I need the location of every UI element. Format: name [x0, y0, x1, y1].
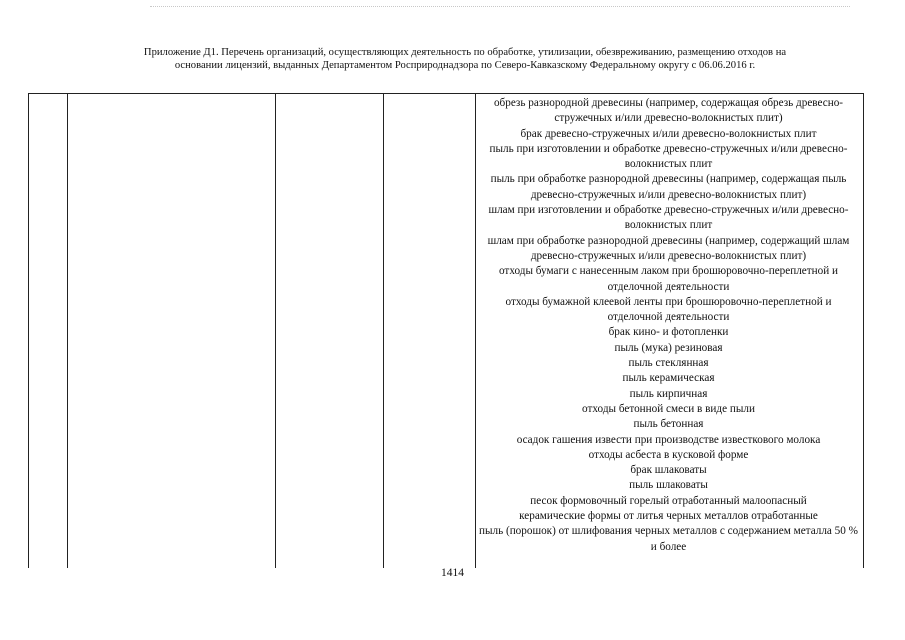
- waste-list: [477, 96, 860, 555]
- waste-item: отходы бумаги с нанесенным лаком при брошюровочно-переплетной и отделочной деятельности: [498, 265, 839, 293]
- waste-item: отходы асбеста в кусковой форме: [588, 448, 749, 461]
- waste-item: песок формовочный горелый отработанный малоопасный: [530, 494, 807, 507]
- waste-item: брак кино- и фотопленки: [608, 326, 729, 339]
- waste-item: отходы бумажной клеевой ленты при брошюровочно-переплетной и отделочной деятельности: [505, 295, 832, 324]
- column-divider: [67, 94, 68, 568]
- waste-item: пыль стеклянная: [628, 357, 709, 370]
- waste-item: брак древесно-стружечных и/или древесно-волокнистых плит: [520, 127, 817, 140]
- scan-artifact-line: [150, 6, 850, 8]
- header-line-1: Приложение Д1. Перечень организаций, осуществляющих деятельность по обработке, утилизации, обезвреживанию, размещению отходов на: [143, 47, 787, 58]
- waste-item: пыль керамическая: [622, 372, 715, 385]
- waste-item: пыль при обработке разнородной древесины (например, содержащая пыль древесно-стружечных и/или древесно-волокнистых плит): [490, 173, 847, 201]
- waste-item: пыль (порошок) от шлифования черных металлов с содержанием металла 50 % и более: [478, 525, 858, 553]
- waste-item: пыль кирпичная: [629, 387, 708, 400]
- waste-item: пыль шлаковаты: [629, 479, 708, 492]
- waste-item: брак шлаковаты: [630, 464, 707, 477]
- page-header: [85, 46, 845, 72]
- waste-item: пыль при изготовлении и обработке древесно-стружечных и/или древесно-волокнистых плит: [489, 142, 848, 171]
- waste-item: пыль (мука) резиновая: [614, 341, 723, 354]
- header-line-2: основании лицензий, выданных Департаментом Росприроднадзора по Северо-Кавказскому Федеральному округу с 06.06.2016 г.: [174, 60, 756, 71]
- column-divider: [383, 94, 384, 568]
- waste-item: шлам при обработке разнородной древесины (например, содержащий шлам древесно-стружечных и/или древесно-волокнистых плит): [487, 234, 850, 262]
- column-divider: [275, 94, 276, 568]
- waste-item: пыль бетонная: [633, 418, 704, 431]
- waste-item: обрезь разнородной древесины (например, содержащая обрезь древесно-стружечных и/или древесно-волокнистых плит): [493, 97, 844, 125]
- page-number: 1414: [441, 567, 464, 579]
- waste-item: отходы бетонной смеси в виде пыли: [582, 402, 755, 415]
- waste-item: осадок гашения извести при производстве известкового молока: [516, 433, 821, 446]
- column-divider: [475, 94, 476, 568]
- waste-item: шлам при изготовлении и обработке древесно-стружечных и/или древесно-волокнистых плит: [488, 204, 849, 232]
- waste-item: керамические формы от литья черных металлов отработанные: [519, 510, 818, 523]
